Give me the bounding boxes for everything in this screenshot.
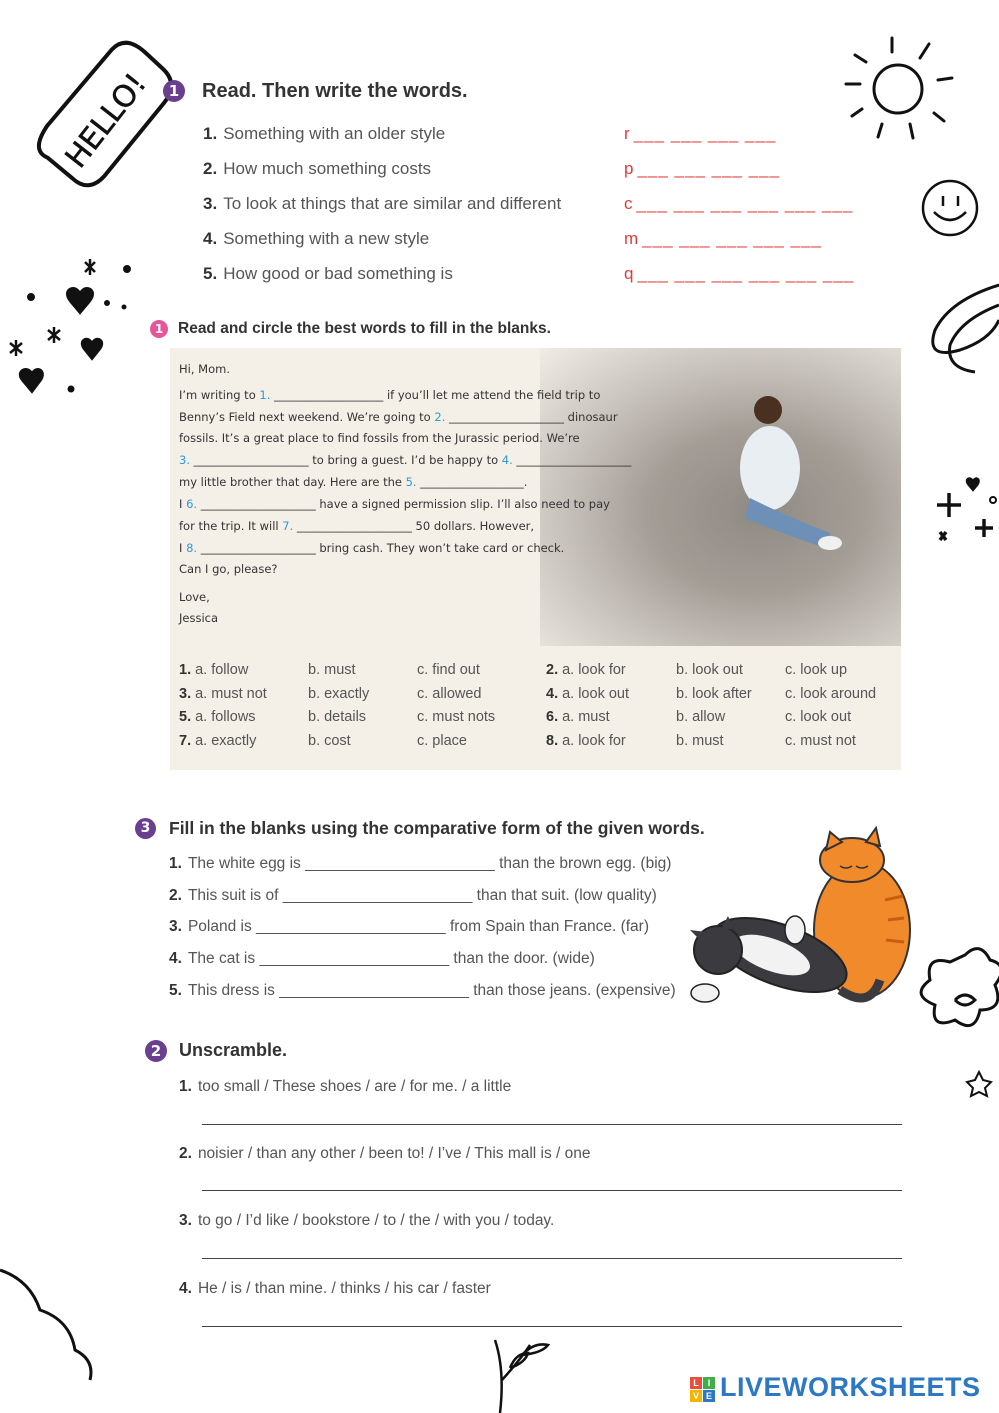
s1-text: Something with a new style [223,229,430,248]
letter-text: have a signed permission slip. I’ll also need to pay [319,497,610,511]
s4-text: too small / These shoes / are / for me. / a little [197,1078,512,1095]
option-c[interactable]: c. look up [785,662,848,678]
s1-answer[interactable] [624,194,853,214]
blank-number: 1. [259,388,271,402]
option-b[interactable]: b. must [676,733,724,749]
s3-num: 1. [169,855,182,872]
letter-closing: Love, [179,590,210,604]
s3-blank[interactable]: ______________________ [282,887,473,904]
option-number: 8. [546,733,559,749]
blank-number: 5. [405,475,417,489]
smiley-icon [923,181,977,235]
letter-line [179,453,631,467]
liveworksheets-logo-icon [690,1377,716,1403]
option-c[interactable]: c. find out [417,662,480,678]
blank[interactable]: ____________________ [296,519,412,533]
s4-text: noisier / than any other / been to! / I’ve / This mall is / one [197,1145,591,1162]
cloud-icon [0,1270,91,1380]
blank-number: 8. [186,541,198,555]
letter-signature: Jessica [179,611,219,625]
option-c[interactable]: c. allowed [417,686,482,702]
s1-answer[interactable] [624,124,776,144]
option-b[interactable]: b. look after [676,686,752,702]
s1-item [203,194,561,214]
blank[interactable]: ____________________ [193,453,309,467]
answer-line[interactable] [202,1124,902,1125]
letter-text: if you’ll let me attend the field trip to [386,388,601,402]
logo-letter: E [703,1390,715,1402]
option-num [179,733,256,749]
option-num [546,733,626,749]
s1-letter: p [624,159,634,178]
s3-num: 5. [169,982,182,999]
option-b[interactable]: b. cost [308,733,351,749]
cats-illustration-icon [690,828,910,1007]
option-c[interactable]: c. look around [785,686,877,702]
swirl-icon [933,285,999,372]
s3-blank[interactable]: ______________________ [305,855,495,872]
option-number: 5. [179,709,192,725]
blank[interactable]: ____________________ [200,541,316,555]
s3-after: than those jeans. (expensive) [473,982,676,999]
s3-blank[interactable]: ______________________ [279,982,469,999]
s1-answer[interactable] [624,229,822,249]
s3-after: than the brown egg. (big) [499,855,672,872]
option-num [179,686,267,702]
letter-line [179,519,534,533]
letter-line [179,388,600,402]
liveworksheets-brand[interactable]: LIVEWORKSHEETS [720,1372,981,1402]
s1-num: 3. [203,194,218,213]
option-c[interactable]: c. must not [785,733,856,749]
s1-blanks[interactable]: ___ ___ ___ ___ [633,124,777,143]
logo-letter: V [690,1390,702,1402]
blank-number: 2. [434,410,446,424]
s4-item [179,1212,554,1230]
s1-num: 5. [203,264,218,283]
s3-item [169,855,671,873]
letter-text: for the trip. It will [179,519,279,533]
option-a[interactable]: a. exactly [195,733,257,749]
letter-line: Can I go, please? [179,562,278,576]
s3-before: This dress is [187,982,275,999]
section1-number-badge: 1 [163,80,185,102]
blank[interactable]: ___________________ [274,388,384,402]
option-a[interactable]: a. must [562,709,610,725]
s3-after: than that suit. (low quality) [476,887,657,904]
s1-answer[interactable] [624,264,854,284]
s4-num: 1. [179,1078,192,1095]
option-b[interactable]: b. exactly [308,686,370,702]
option-num [546,686,629,702]
s4-num: 3. [179,1212,192,1229]
hello-bubble-icon [31,33,181,195]
s1-item [203,229,429,249]
section1-title: Read. Then write the words. [202,80,468,102]
logo-letter: L [690,1377,702,1389]
s3-item [169,982,676,1000]
option-num [546,662,626,678]
letter-text: I’m writing to [179,388,256,402]
blank[interactable]: __________________ [420,475,524,489]
s1-text: How much something costs [223,159,432,178]
section4-title: Unscramble. [179,1040,288,1060]
s4-item [179,1280,491,1298]
s1-item [203,264,453,284]
option-num [179,709,256,725]
option-number: 7. [179,733,192,749]
option-number: 6. [546,709,559,725]
answer-line[interactable] [202,1326,902,1327]
letter-text: to bring a guest. I’d be happy to [312,453,499,467]
option-a[interactable]: a. look for [562,662,626,678]
s3-num: 3. [169,918,182,935]
letter-line [179,541,564,555]
s1-blanks[interactable]: ___ ___ ___ ___ [637,159,781,178]
letter-line [179,497,610,511]
option-number: 2. [546,662,559,678]
sun-icon [846,38,952,138]
hearts-sparkles-icon [10,259,131,393]
s3-num: 4. [169,950,182,967]
s1-num: 1. [203,124,218,143]
letter-text: I [179,497,183,511]
s3-item [169,918,649,936]
s1-blanks[interactable]: ___ ___ ___ ___ ___ [642,229,822,248]
blank-number: 7. [282,519,294,533]
s3-item [169,950,595,968]
option-c[interactable]: c. place [417,733,467,749]
s4-text: He / is / than mine. / thinks / his car / faster [197,1280,491,1297]
answer-line[interactable] [202,1258,902,1259]
blank-number: 6. [186,497,198,511]
section3-number-badge: 3 [135,818,156,839]
option-number: 1. [179,662,192,678]
letter-text: my little brother that day. Here are the [179,475,402,489]
blank[interactable]: ____________________ [449,410,565,424]
s1-letter: c [624,194,633,213]
letter-text: bring cash. They won’t take card or check. [319,541,565,555]
s1-num: 4. [203,229,218,248]
svg-text:HELLO!: HELLO! [58,66,154,175]
letter-line [179,410,618,424]
option-b[interactable]: b. allow [676,709,726,725]
section2-title: Read and circle the best words to fill in the blanks. [178,320,551,337]
section3-title: Fill in the blanks using the comparative form of the given words. [169,818,705,838]
option-num [546,709,610,725]
s3-before: The white egg is [187,855,301,872]
s1-text: To look at things that are similar and different [223,194,562,213]
s4-text: to go / I’d like / bookstore / to / the / with you / today. [197,1212,555,1229]
blank-number: 4. [501,453,513,467]
s4-num: 4. [179,1280,192,1297]
option-a[interactable]: a. look out [562,686,630,702]
s3-before: Poland is [187,918,252,935]
option-number: 4. [546,686,559,702]
s3-item [169,887,657,905]
sparkles-right-icon [937,478,996,540]
answer-line[interactable] [202,1190,902,1191]
letter-text: dinosaur [567,410,618,424]
option-num [179,662,248,678]
letter-line: fossils. It’s a great place to find fossils from the Jurassic period. We’re [179,431,580,445]
letter-line [179,475,527,489]
option-b[interactable]: b. look out [676,662,743,678]
section2-number-badge: 1 [150,320,168,338]
s1-letter: m [624,229,639,248]
s4-num: 2. [179,1145,192,1162]
option-a[interactable]: a. follows [195,709,256,725]
s3-before: The cat is [187,950,256,967]
flower-icon [921,949,999,1096]
s1-blanks[interactable]: ___ ___ ___ ___ ___ ___ [637,264,855,283]
option-a[interactable]: a. look for [562,733,626,749]
s3-blank[interactable]: ______________________ [256,918,446,935]
letter-greeting: Hi, Mom. [179,362,230,376]
blank[interactable]: ____________________ [200,497,316,511]
s1-item [203,159,431,179]
s3-after: than the door. (wide) [453,950,595,967]
letter-text: . [523,475,528,489]
option-b[interactable]: b. details [308,709,367,725]
blank-number: 3. [179,453,190,467]
s1-text: Something with an older style [223,124,446,143]
s4-item [179,1145,591,1163]
s1-answer[interactable] [624,159,780,179]
s3-after: from Spain than France. (far) [449,918,649,935]
option-a[interactable]: a. must not [195,686,267,702]
s3-before: This suit is of [187,887,279,904]
option-c[interactable]: c. look out [785,709,852,725]
logo-letter: I [703,1377,715,1389]
s1-num: 2. [203,159,218,178]
s4-item [179,1078,511,1096]
blank[interactable]: ____________________ [516,453,632,467]
option-number: 3. [179,686,192,702]
twig-icon [495,1340,548,1413]
s1-item [203,124,445,144]
letter-text: Benny’s Field next weekend. We’re going to [179,410,431,424]
option-b[interactable]: b. must [308,662,356,678]
s3-blank[interactable]: ______________________ [259,950,450,967]
s1-text: How good or bad something is [223,264,453,283]
section4-number-badge: 2 [145,1040,167,1062]
s1-letter: r [624,124,630,143]
letter-text: 50 dollars. However, [415,519,535,533]
s3-num: 2. [169,887,182,904]
option-c[interactable]: c. must nots [417,709,496,725]
s1-letter: q [624,264,634,283]
option-a[interactable]: a. follow [195,662,249,678]
letter-text: I [179,541,183,555]
s1-blanks[interactable]: ___ ___ ___ ___ ___ ___ [636,194,854,213]
